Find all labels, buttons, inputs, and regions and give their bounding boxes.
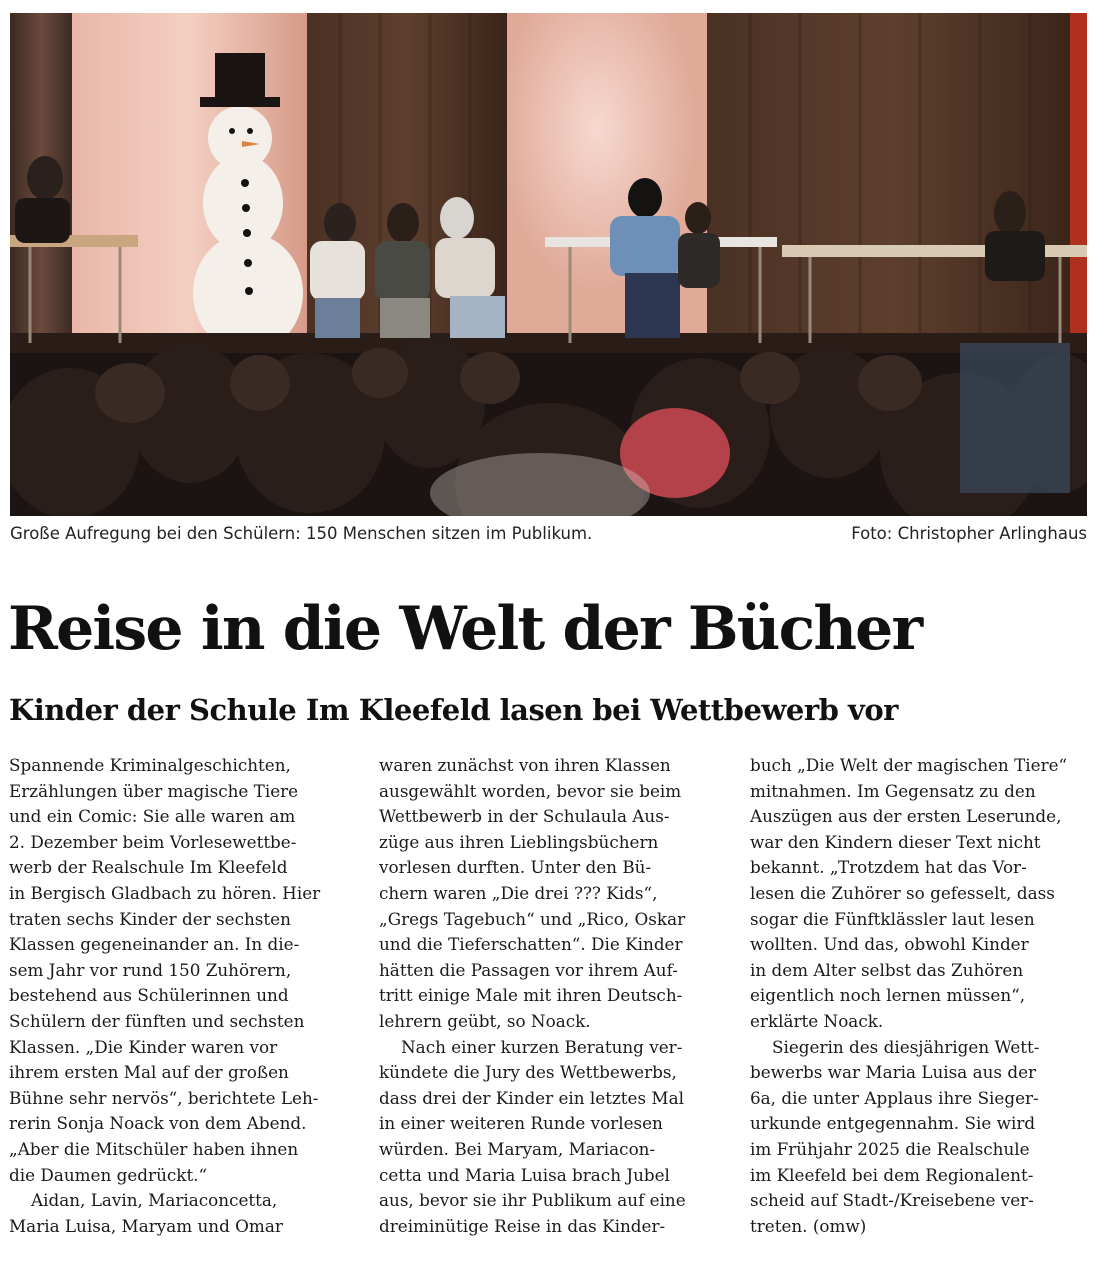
text-line: im Kleefeld bei dem Regionalent- (750, 1164, 1034, 1185)
text-line: wollten. Und das, obwohl Kinder (750, 934, 1029, 955)
text-line: und ein Comic: Sie alle waren am (9, 806, 296, 827)
text-line: Aidan, Lavin, Mariaconcetta, (31, 1190, 278, 1211)
text-line: „Aber die Mitschüler haben ihnen (9, 1138, 299, 1159)
text-line: züge aus ihren Lieblingsbüchern (379, 831, 659, 852)
text-line: treten. (omw) (750, 1215, 867, 1236)
text-line: bewerbs war Maria Luisa aus der (750, 1062, 1037, 1083)
text-line: war den Kindern dieser Text nicht (750, 831, 1041, 852)
text-line: sogar die Fünftklässler laut lesen (750, 908, 1035, 929)
text-line: 6a, die unter Applaus ihre Sieger- (750, 1087, 1039, 1108)
text-line: ihrem ersten Mal auf der großen (9, 1062, 289, 1083)
text-line: Auszügen aus der ersten Leserunde, (750, 806, 1062, 827)
text-line: die Daumen gedrückt.“ (9, 1164, 208, 1185)
text-line: mitnahmen. Im Gegensatz zu den (750, 780, 1036, 801)
text-line: lesen die Zuhörer so gefesselt, dass (750, 882, 1055, 903)
text-line: Klassen gegeneinander an. In die- (9, 934, 300, 955)
photo-caption-row (10, 524, 1087, 548)
article-photo (10, 13, 1087, 516)
text-line: würden. Bei Maryam, Mariacon- (379, 1138, 656, 1159)
text-line: rerin Sonja Noack von dem Abend. (9, 1113, 307, 1134)
text-line: scheid auf Stadt-/Kreisebene ver- (750, 1190, 1034, 1211)
text-line: traten sechs Kinder der sechsten (9, 908, 291, 929)
text-line: in dem Alter selbst das Zuhören (750, 959, 1024, 980)
text-line: Spannende Kriminalgeschichten, (9, 755, 291, 775)
text-line: dreiminütige Reise in das Kinder- (379, 1215, 666, 1236)
text-line: Maria Luisa, Maryam und Omar (9, 1215, 283, 1236)
text-line: in Bergisch Gladbach zu hören. Hier (9, 882, 321, 903)
text-line: eigentlich noch lernen müssen“, (750, 985, 1026, 1006)
text-line: „Gregs Tagebuch“ und „Rico, Oskar (379, 908, 686, 929)
text-line: Klassen. „Die Kinder waren vor (9, 1036, 278, 1057)
text-line: und die Tieferschatten“. Die Kinder (379, 934, 683, 955)
photo-caption: Große Aufregung bei den Schülern: 150 Menschen sitzen im Publikum. (10, 524, 593, 543)
text-line: Schülern der fünften und sechsten (9, 1010, 305, 1031)
text-line: cetta und Maria Luisa brach Jubel (379, 1164, 670, 1185)
article-column-2 (379, 753, 724, 1239)
text-line: Nach einer kurzen Beratung ver- (401, 1036, 683, 1057)
text-line: Bühne sehr nervös“, berichtete Leh- (9, 1087, 319, 1108)
text-line: lehrern geübt, so Noack. (379, 1010, 591, 1031)
text-line: hätten die Passagen vor ihrem Auf- (379, 959, 678, 980)
text-line: ausgewählt worden, bevor sie beim (379, 780, 682, 801)
photo-credit: Foto: Christopher Arlinghaus (851, 524, 1087, 543)
text-line: sem Jahr vor rund 150 Zuhörern, (9, 959, 292, 980)
text-line: urkunde entgegennahm. Sie wird (750, 1113, 1036, 1134)
text-line: 2. Dezember beim Vorlesewettbe- (9, 831, 297, 852)
article-column-1 (9, 753, 354, 1239)
article-column-3 (750, 753, 1095, 1239)
text-line: dass drei der Kinder ein letztes Mal (379, 1087, 684, 1108)
article-subheadline: Kinder der Schule Im Kleefeld lasen bei Wettbewerb vor (9, 693, 898, 727)
text-line: im Frühjahr 2025 die Realschule (750, 1138, 1030, 1159)
text-line: vorlesen durften. Unter den Bü- (379, 857, 652, 878)
text-line: tritt einige Male mit ihren Deutsch- (379, 985, 683, 1006)
text-line: bestehend aus Schülerinnen und (9, 985, 289, 1006)
text-line: Wettbewerb in der Schulaula Aus- (379, 806, 670, 827)
text-line: erklärte Noack. (750, 1010, 884, 1031)
text-line: Erzählungen über magische Tiere (9, 780, 299, 801)
stage-photo-icon (10, 13, 1087, 516)
text-line: buch „Die Welt der magischen Tiere“ (750, 755, 1068, 775)
text-line: chern waren „Die drei ??? Kids“, (379, 882, 658, 903)
article-headline: Reise in die Welt der Bücher (8, 594, 922, 664)
text-line: waren zunächst von ihren Klassen (379, 755, 671, 775)
text-line: aus, bevor sie ihr Publikum auf eine (379, 1190, 686, 1211)
text-line: werb der Realschule Im Kleefeld (9, 857, 288, 878)
text-line: bekannt. „Trotzdem hat das Vor- (750, 857, 1027, 878)
text-line: Siegerin des diesjährigen Wett- (772, 1036, 1040, 1057)
text-line: kündete die Jury des Wettbewerbs, (379, 1062, 677, 1083)
text-line: in einer weiteren Runde vorlesen (379, 1113, 663, 1134)
